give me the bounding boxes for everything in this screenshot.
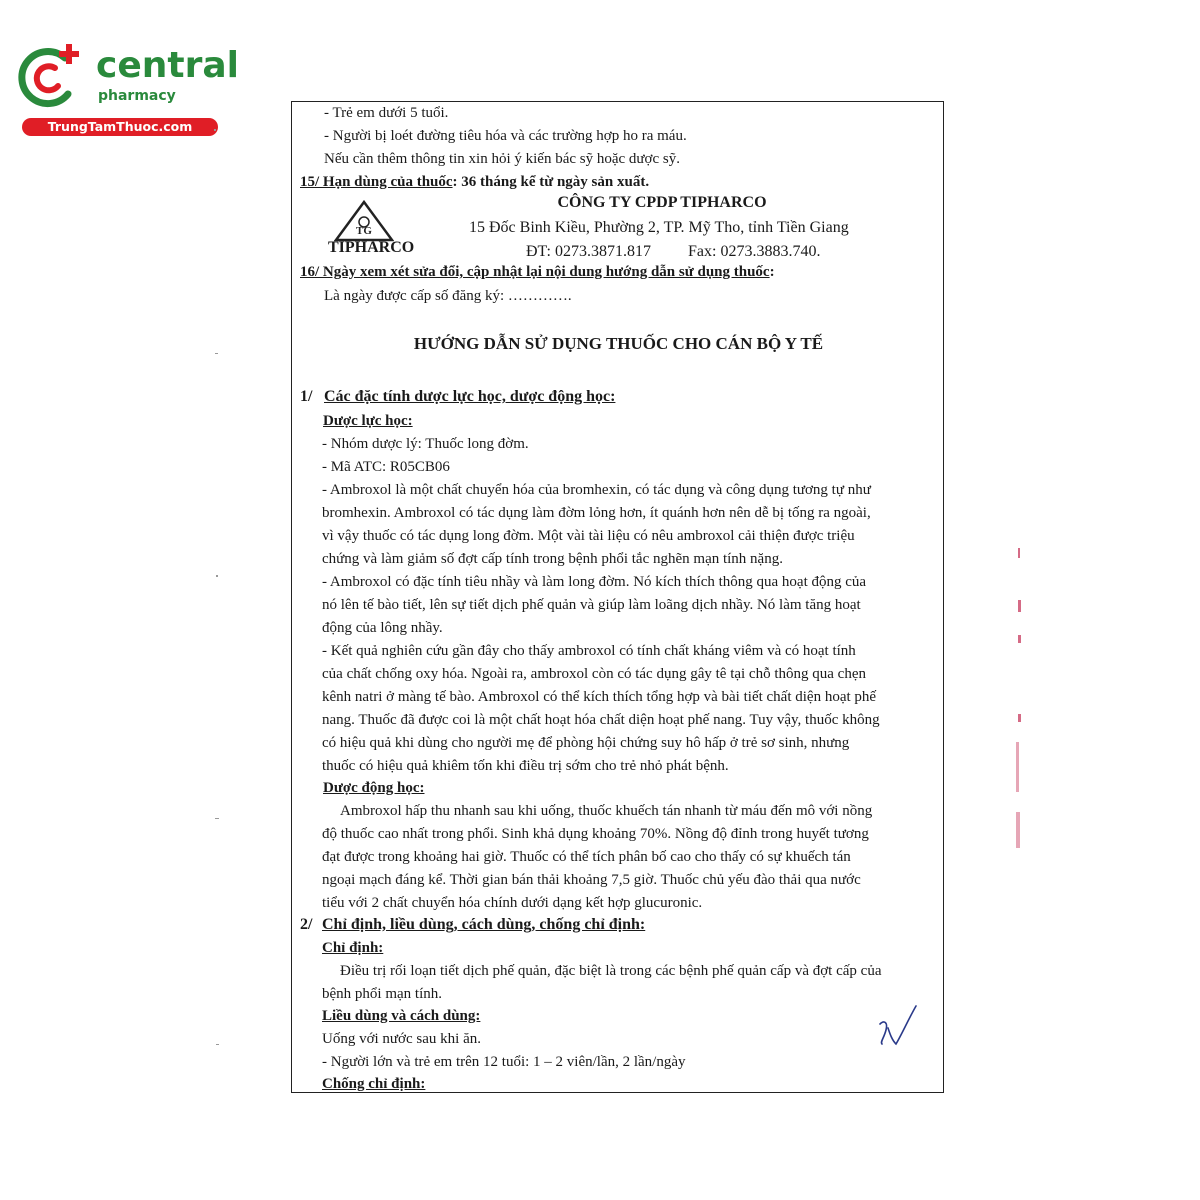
section-16-label: 16/ Ngày xem xét sửa đổi, cập nhật lại nội dung hướng dẫn sử dụng thuốc [300,264,770,280]
pharmacodynamics-title: Dược lực học: [323,413,413,429]
text-line: - Ambroxol là một chất chuyển hóa của bromhexin, có tác dụng và công dụng tương tự như [322,482,871,498]
section-1-number: 1/ [300,388,313,405]
section-1-title: Các đặc tính dược lực học, dược động học: [324,388,616,405]
pharmacy-cross-logo-icon [10,38,90,118]
section-15 [300,173,649,191]
text-line: - Người bị loét đường tiêu hóa và các trường hợp ho ra máu. [324,128,687,144]
brand-logo [10,38,239,138]
text-line: thuốc có hiệu quả khiêm tốn khi điều trị sớm cho trẻ nhỏ phát bệnh. [322,758,729,774]
pharmacokinetics-title: Dược động học: [323,780,425,796]
text-line: độ thuốc cao nhất trong phổi. Sinh khả dụng khoảng 70%. Nồng độ đỉnh trong huyết tương [322,826,869,842]
scan-mark [1018,600,1021,612]
main-title: HƯỚNG DẪN SỬ DỤNG THUỐC CHO CÁN BỘ Y TẾ [413,334,824,353]
contraindication-title: Chống chỉ định: [322,1076,426,1092]
text-line: vì vậy thuốc có tác dụng long đờm. Một vài tài liệu có nêu ambroxol cải thiện được triệu [322,528,855,544]
text-line: - Người lớn và trẻ em trên 12 tuổi: 1 – 2 viên/lần, 2 lần/ngày [322,1054,686,1070]
brand-name: central [96,45,239,86]
text-line: đạt được trong khoảng hai giờ. Thuốc có thể tích phân bố cao cho thấy có sự khuếch tán [322,849,851,865]
text-line: Uống với nước sau khi ăn. [322,1031,481,1047]
company-fax: Fax: 0273.3883.740. [688,243,821,260]
text-line: tiểu với 2 chất chuyển hóa chính dưới dạng kết hợp glucuronic. [322,895,703,911]
text-line: - Nhóm dược lý: Thuốc long đờm. [322,436,529,452]
scan-mark [1016,812,1020,848]
text-line: Ambroxol hấp thu nhanh sau khi uống, thuốc khuếch tán nhanh từ máu đến mô với nồng [340,803,873,819]
signature-initial-icon [876,1004,920,1050]
scan-mark [1016,742,1019,792]
brand-url[interactable]: TrungTamThuoc.com [22,118,218,136]
text-line: Điều trị rối loạn tiết dịch phế quản, đặc biệt là trong các bệnh phế quản cấp và đợt cấp của [340,963,882,979]
indication-title: Chỉ định: [322,940,384,956]
scan-mark [1018,714,1021,722]
company-phone: ĐT: 0273.3871.817 [526,243,651,260]
text-line: - Mã ATC: R05CB06 [322,459,450,475]
text-line: nó lên tế bào tiết, lên sự tiết dịch phế quản và giúp làm loãng dịch nhầy. Nó làm tăng hoạt [322,597,861,613]
section-15-label: 15/ Hạn dùng của thuốc [300,174,453,190]
text-line: bệnh phổi mạn tính. [322,986,442,1002]
brand-subtitle: pharmacy [98,88,176,104]
scan-mark [1018,548,1020,558]
text-line: chứng và làm giảm số đợt cấp tính trong bệnh phổi tắc nghẽn mạn tính nặng. [322,551,783,567]
text-line: của chất chống oxy hóa. Ngoài ra, ambroxol còn có tác dụng gây tê tại chỗ thông qua chẹn [322,666,866,682]
section-15-value: : 36 tháng kể từ ngày sản xuất. [452,174,650,190]
dosage-title: Liều dùng và cách dùng: [322,1008,481,1024]
scan-speck [214,129,216,131]
scan-speck [216,1044,219,1045]
tipharco-logo-icon [334,200,394,242]
section-2-title: Chỉ định, liều dùng, cách dùng, chống chỉ định: [322,916,646,933]
tipharco-logo-mark: TG [356,225,372,237]
text-line: động của lông nhầy. [322,620,443,636]
text-line: bromhexin. Ambroxol có tác dụng làm đờm lỏng hơn, ít quánh hơn nên dễ bị tống ra ngoài, [322,505,871,521]
section-16 [300,263,775,281]
section-2-number: 2/ [300,916,313,933]
text-line: - Trẻ em dưới 5 tuổi. [324,105,449,121]
section-16-value: Là ngày được cấp số đăng ký: …………. [324,288,572,304]
scan-speck [216,575,218,577]
company-name: CÔNG TY CPDP TIPHARCO [557,194,767,211]
text-line: - Ambroxol có đặc tính tiêu nhầy và làm long đờm. Nó kích thích thông qua hoạt động của [322,574,867,590]
document-page [291,101,944,1093]
scan-speck [215,818,219,819]
section-16-colon: : [769,264,775,280]
company-address: 15 Đốc Binh Kiều, Phường 2, TP. Mỹ Tho, tỉnh Tiền Giang [469,219,849,236]
tipharco-logo-text: TIPHARCO [328,239,415,256]
scan-speck [215,353,218,354]
text-line: kênh natri ở màng tế bào. Ambroxol có thể kích thích tổng hợp và bài tiết chất diện hoạt phế [322,689,877,705]
text-line: Nếu cần thêm thông tin xin hỏi ý kiến bác sỹ hoặc dược sỹ. [324,151,680,167]
text-line: có hiệu quả khi dùng cho người mẹ để phòng hội chứng suy hô hấp ở trẻ sơ sinh, nhưng [322,735,850,751]
text-line: - Kết quả nghiên cứu gần đây cho thấy ambroxol có tính chất kháng viêm và có hoạt tính [322,643,856,659]
scan-mark [1018,635,1021,643]
text-line: nang. Thuốc đã được coi là một chất hoạt hóa chất diện hoạt phế nang. Tuy vậy, thuốc không [322,712,880,728]
text-line: ngoại mạch đáng kể. Thời gian bán thải khoảng 7,5 giờ. Thuốc chủ yếu đào thải qua nước [322,872,861,888]
